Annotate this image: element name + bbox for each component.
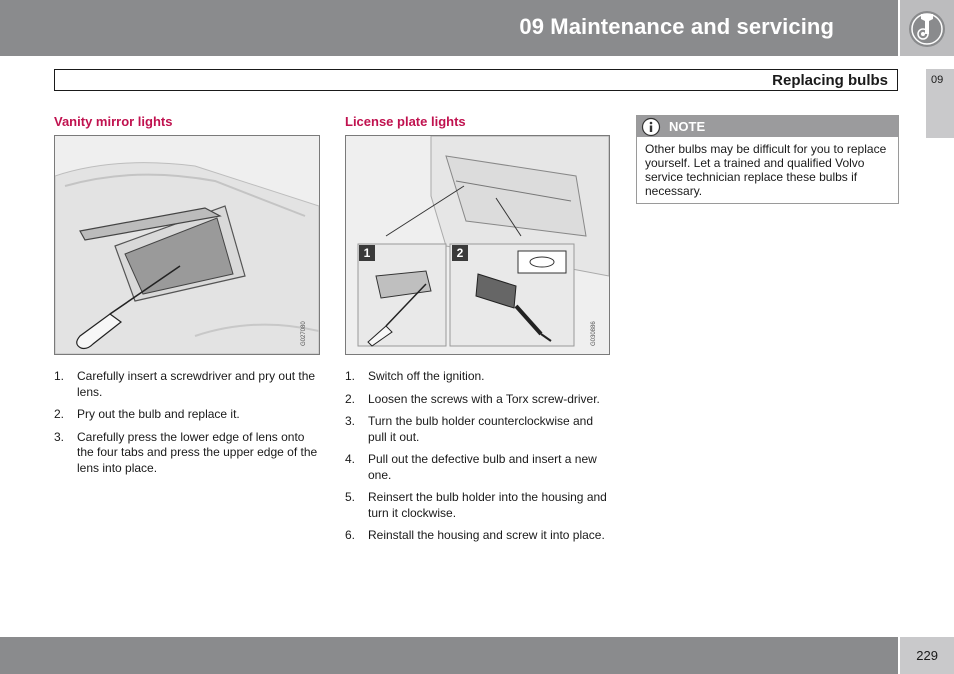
license-plate-heading: License plate lights [345, 114, 466, 129]
figure-code: G027080 [301, 321, 307, 346]
step-item: 2. Pry out the bulb and replace it. [54, 407, 240, 421]
note-label: NOTE [669, 119, 706, 134]
section-title: Replacing bulbs [772, 72, 888, 89]
inset-label-1: 1 [359, 245, 375, 261]
wrench-gear-icon [900, 0, 954, 56]
note-box [636, 115, 899, 204]
inset-label-2: 2 [452, 245, 468, 261]
step-item: 5. Reinsert the bulb holder into the housing and turn it clockwise. [345, 490, 607, 520]
step-item: 1. Switch off the ignition. [345, 369, 485, 383]
step-item: 1. Carefully insert a screwdriver and pry out the lens. [54, 369, 316, 399]
page-number: 229 [916, 648, 938, 663]
note-header [637, 116, 898, 137]
chapter-icon-box [900, 0, 954, 56]
footer-bar [0, 637, 898, 674]
license-steps-list [345, 369, 610, 544]
info-icon [640, 117, 662, 137]
chapter-tab [926, 69, 954, 138]
license-plate-illustration [345, 135, 610, 355]
chapter-title: 09 Maintenance and servicing [519, 14, 834, 39]
note-text: Other bulbs may be difficult for you to replace yourself. Let a trained and qualified Volvo service technician replace these bulbs if necessary. [645, 142, 887, 198]
vanity-steps-list [54, 369, 320, 476]
license-plate-drawing [346, 136, 609, 354]
section-header [54, 69, 898, 91]
step-item: 2. Loosen the screws with a Torx screw-driver. [345, 391, 600, 406]
step-item: 3. Carefully press the lower edge of lens onto the four tabs and press the upper edge of the lens into place. [54, 429, 318, 475]
step-item: 3. Turn the bulb holder counterclockwise and pull it out. [345, 414, 594, 444]
vanity-mirror-drawing [55, 136, 319, 354]
chapter-tab-label: 09 [931, 74, 944, 86]
page-number-box [900, 637, 954, 674]
chapter-header-bar [0, 0, 898, 56]
vanity-mirror-illustration [54, 135, 320, 355]
step-item: 6. Reinstall the housing and screw it into place. [345, 528, 605, 542]
vanity-mirror-heading: Vanity mirror lights [54, 114, 173, 129]
step-item: 4. Pull out the defective bulb and insert a new one. [345, 452, 597, 482]
figure-code: G030886 [591, 321, 597, 346]
license-plate-column [345, 114, 610, 551]
vanity-mirror-column [54, 114, 320, 483]
